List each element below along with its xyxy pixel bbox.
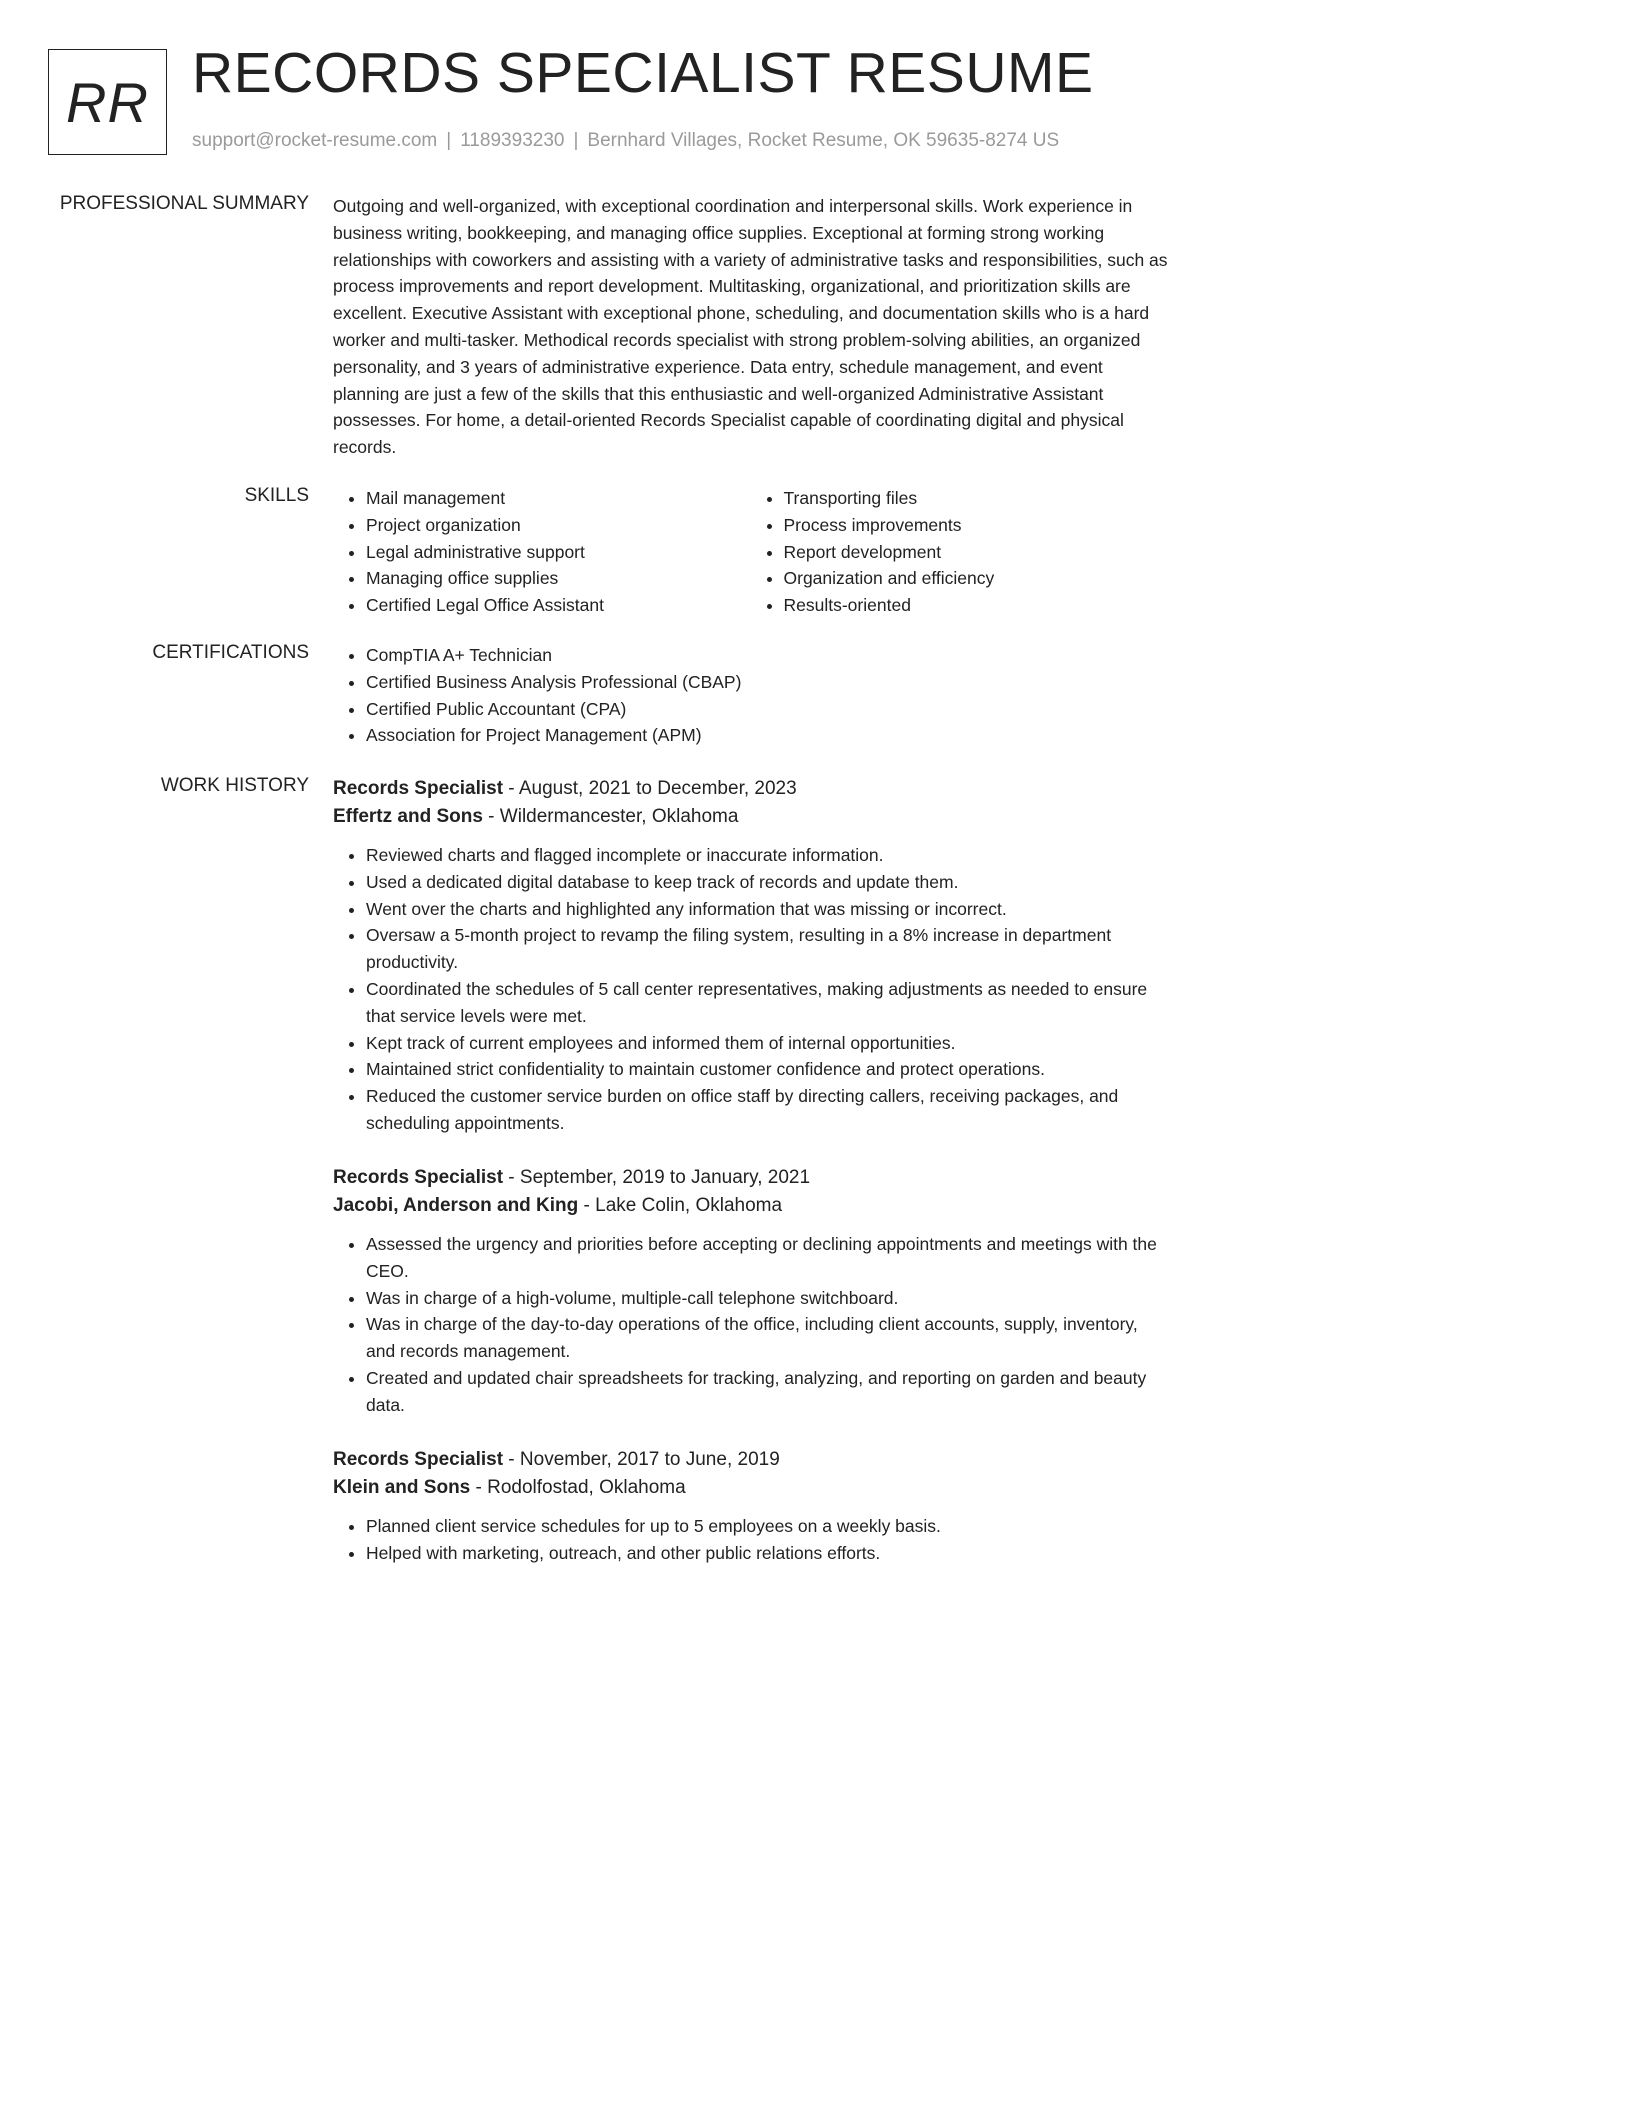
list-item: • Project organization (366, 512, 751, 539)
list-item: • Oversaw a 5-month project to revamp the filing system, resulting in a 8% increase in department productivity. (366, 922, 1168, 976)
list-item: • Organization and efficiency (784, 565, 1169, 592)
job-entry (333, 1446, 1168, 1567)
list-item: • Report development (784, 539, 1169, 566)
job-title: Records Specialist (333, 1449, 504, 1470)
job-title-line (333, 1164, 1168, 1192)
list-item: • Reviewed charts and flagged incomplete or inaccurate information. (366, 842, 1168, 869)
monogram-logo: RR (48, 49, 167, 155)
list-item: • Certified Legal Office Assistant (366, 592, 751, 619)
contact-separator: | (446, 130, 452, 151)
job-company-line (333, 803, 1168, 831)
list-item: • Reduced the customer service burden on office staff by directing callers, receiving packages, and scheduling appointments. (366, 1083, 1168, 1137)
skills-list-right (751, 485, 1169, 619)
list-item: • Certified Business Analysis Professional (CBAP) (366, 669, 1168, 696)
job-company: Effertz and Sons (333, 806, 483, 827)
job-title: Records Specialist (333, 1167, 504, 1188)
list-item: • Association for Project Management (APM) (366, 722, 1168, 749)
job-company-line (333, 1474, 1168, 1502)
resume-title: RECORDS SPECIALIST RESUME (192, 41, 1094, 105)
section-label-certifications: CERTIFICATIONS (152, 642, 309, 663)
list-item: • Process improvements (784, 512, 1169, 539)
list-item: • Was in charge of the day-to-day operations of the office, including client accounts, supply, inventory, and records management. (366, 1311, 1168, 1365)
contact-phone[interactable]: 1189393230 (460, 130, 565, 151)
certifications-list (333, 642, 1168, 749)
list-item: • Went over the charts and highlighted any information that was missing or incorrect. (366, 896, 1168, 923)
list-item: • Created and updated chair spreadsheets for tracking, analyzing, and reporting on garden and beauty data. (366, 1365, 1168, 1419)
job-bullets (333, 842, 1168, 1137)
list-item: • Helped with marketing, outreach, and other public relations efforts. (366, 1540, 1168, 1567)
job-location: - Wildermancester, Oklahoma (482, 806, 739, 827)
list-item: • Assessed the urgency and priorities before accepting or declining appointments and meetings with the CEO. (366, 1231, 1168, 1285)
list-item: • Planned client service schedules for up to 5 employees on a weekly basis. (366, 1513, 1168, 1540)
section-label-skills: SKILLS (244, 485, 309, 506)
list-item: • Results-oriented (784, 592, 1169, 619)
job-company: Klein and Sons (333, 1477, 471, 1498)
list-item: • Maintained strict confidentiality to maintain customer confidence and protect operations. (366, 1056, 1168, 1083)
list-item: • Mail management (366, 485, 751, 512)
job-entry (333, 775, 1168, 1137)
list-item: • Certified Public Accountant (CPA) (366, 696, 1168, 723)
section-label-work-history: WORK HISTORY (160, 775, 309, 796)
job-dates: - August, 2021 to December, 2023 (503, 778, 797, 799)
list-item: • Transporting files (784, 485, 1169, 512)
contact-line (192, 130, 1059, 152)
list-item: • Was in charge of a high-volume, multiple-call telephone switchboard. (366, 1285, 1168, 1312)
list-item: • Legal administrative support (366, 539, 751, 566)
summary-text: Outgoing and well-organized, with exceptional coordination and interpersonal skills. Work experience in business writing, bookkeeping, and managing office supplies. Exceptional at forming strong working relationships with coworkers and assisting with a variety of administrative tasks and responsibilities, such as process improvements and report development. Multitasking, organizational, and prioritization skills are excellent. Executive Assistant with exceptional phone, scheduling, and documentation skills who is a hard worker and multi-tasker. Methodical records specialist with strong problem-solving abilities, an organized personality, and 3 years of administrative experience. Data entry, schedule management, and event planning are just a few of the skills that this enthusiastic and well-organized Administrative Assistant possesses. For home, a detail-oriented Records Specialist capable of coordinating digital and physical records. (333, 196, 1168, 458)
job-location: - Lake Colin, Oklahoma (578, 1195, 783, 1216)
job-company: Jacobi, Anderson and King (333, 1195, 579, 1216)
section-label-summary: PROFESSIONAL SUMMARY (59, 193, 309, 214)
contact-email[interactable]: support@rocket-resume.com (192, 130, 438, 151)
job-entry (333, 1164, 1168, 1419)
job-location: - Rodolfostad, Oklahoma (470, 1477, 686, 1498)
list-item: • CompTIA A+ Technician (366, 642, 1168, 669)
job-company-line (333, 1192, 1168, 1220)
job-dates: - November, 2017 to June, 2019 (503, 1449, 780, 1470)
job-bullets (333, 1231, 1168, 1419)
job-dates: - September, 2019 to January, 2021 (503, 1167, 811, 1188)
job-title-line (333, 1446, 1168, 1474)
skills-list-left (333, 485, 751, 619)
list-item: • Coordinated the schedules of 5 call center representatives, making adjustments as needed to ensure that service levels were met. (366, 976, 1168, 1030)
list-item: • Managing office supplies (366, 565, 751, 592)
list-item: • Used a dedicated digital database to keep track of records and update them. (366, 869, 1168, 896)
contact-separator: | (573, 130, 579, 151)
contact-address: Bernhard Villages, Rocket Resume, OK 59635-8274 US (587, 130, 1060, 151)
job-title: Records Specialist (333, 778, 504, 799)
list-item: • Kept track of current employees and informed them of internal opportunities. (366, 1030, 1168, 1057)
job-title-line (333, 775, 1168, 803)
job-bullets (333, 1513, 1168, 1567)
